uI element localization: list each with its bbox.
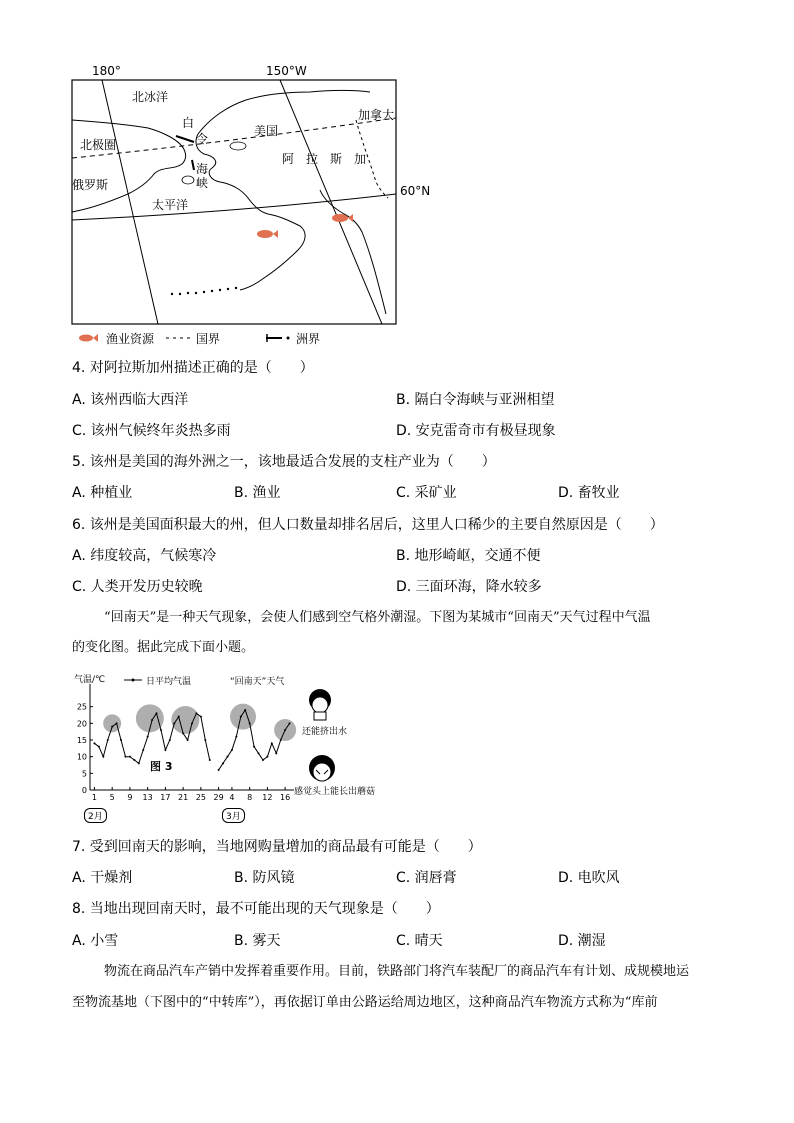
series-1-point-6 <box>244 709 246 711</box>
legend-fishery: 渔业资源 <box>106 332 155 346</box>
question-8-option-a[interactable]: A. 小雪 <box>72 933 119 949</box>
fishery-legend-icon <box>78 332 100 344</box>
label-arctic-circle: 北极圈 <box>80 138 117 152</box>
hnt-shade-2 <box>171 706 199 734</box>
series-1-point-11 <box>266 756 268 758</box>
label-usa: 美国 <box>254 124 279 138</box>
passage-logistics-line-1: 物流在商品汽车产销中发挥着重要作用。目前，铁路部门将汽车装配厂的商品汽车有计划、成规模地运 <box>104 964 690 979</box>
question-7-stem: 7. 受到回南天的影响，当地网购量增加的商品最有可能是（ ） <box>72 839 482 855</box>
series-0-point-21 <box>187 739 189 741</box>
series-0-point-6 <box>120 739 122 741</box>
series-0-point-10 <box>138 762 140 764</box>
series-0-point-9 <box>133 759 135 761</box>
label-bering-1: 白 <box>182 116 195 130</box>
x-tick-label-4: 17 <box>160 793 171 802</box>
question-8-option-b[interactable]: B. 雾天 <box>234 933 281 949</box>
border-legend-icon <box>166 332 194 344</box>
question-6-option-a[interactable]: A. 纬度较高，气候寒冷 <box>72 548 217 564</box>
x-tick-label-8: 4 <box>229 793 235 802</box>
series-0-point-26 <box>209 759 211 761</box>
x-tick-label-6: 25 <box>195 793 206 802</box>
question-7-option-b[interactable]: B. 防风镜 <box>234 870 295 886</box>
map-legend <box>78 330 378 346</box>
question-7-option-c[interactable]: C. 润唇膏 <box>396 870 457 886</box>
label-russia: 俄罗斯 <box>72 178 109 192</box>
series-0-point-23 <box>195 712 197 714</box>
question-5-option-b[interactable]: B. 渔业 <box>234 485 281 501</box>
x-tick-label-5: 21 <box>178 793 189 802</box>
label-bering-4: 峡 <box>196 176 209 190</box>
series-1-point-2 <box>226 756 228 758</box>
legend-border: 国界 <box>196 332 221 346</box>
series-0-point-12 <box>147 736 149 738</box>
series-1-point-12 <box>271 742 273 744</box>
series-0-point-20 <box>182 732 184 734</box>
passage-logistics-line-2: 至物流基地（下图中的“中转库”），再依据订单由公路运给周边地区，这种商品汽车物流方式称为“库前 <box>72 995 658 1010</box>
hnt-shade-3 <box>230 704 256 730</box>
x-tick-label-7: 29 <box>213 793 224 802</box>
series-0-point-7 <box>124 756 126 758</box>
x-tick-label-11: 16 <box>280 793 291 802</box>
x-tick-label-0: 1 <box>91 793 97 802</box>
label-alaska-2: 拉 <box>306 152 319 166</box>
series-0-point-18 <box>173 722 175 724</box>
series-1-point-13 <box>275 752 277 754</box>
map-frame <box>72 80 396 324</box>
question-8-option-c[interactable]: C. 晴天 <box>396 933 443 949</box>
label-alaska-4: 加 <box>354 152 367 166</box>
alaska-map <box>70 62 430 352</box>
y-tick-label-25: 25 <box>76 702 87 712</box>
lat-label-60n: 60°N <box>400 184 431 198</box>
series-0-point-14 <box>156 712 158 714</box>
month-label-feb: 2月 <box>84 808 107 823</box>
alaska-panhandle <box>320 190 386 314</box>
series-0-point-5 <box>116 722 118 724</box>
question-6-option-b[interactable]: B. 地形崎岖，交通不便 <box>396 548 541 564</box>
aleutian-islands <box>171 287 237 295</box>
question-4-option-a[interactable]: A. 该州西临大西洋 <box>72 392 189 408</box>
series-1-point-14 <box>280 739 282 741</box>
series-0-point-13 <box>151 719 153 721</box>
fishery-symbol-2 <box>332 214 353 222</box>
label-bering-3: 海 <box>196 162 209 176</box>
series-0-point-3 <box>107 739 109 741</box>
y-tick-label-10: 10 <box>76 752 87 762</box>
series-1-point-1 <box>222 762 224 764</box>
question-5-option-d[interactable]: D. 畜牧业 <box>558 485 620 501</box>
series-1-point-3 <box>231 749 233 751</box>
chart-ylabel: 气温/℃ <box>74 675 106 685</box>
meridian-180 <box>102 80 158 324</box>
lon-label-150w: 150°W <box>266 64 307 78</box>
series-0-point-15 <box>160 729 162 731</box>
x-tick-label-3: 13 <box>142 793 153 802</box>
series-0-point-22 <box>191 722 193 724</box>
series-1-point-7 <box>249 722 251 724</box>
continent-border-legend-icon <box>266 332 292 344</box>
series-1-point-8 <box>253 746 255 748</box>
series-0-point-25 <box>204 739 206 741</box>
series-1-point-15 <box>284 729 286 731</box>
question-6-option-c[interactable]: C. 人类开发历史较晚 <box>72 579 203 595</box>
question-4-option-c[interactable]: C. 该州气候终年炎热多雨 <box>72 423 231 439</box>
series-1-point-0 <box>218 769 220 771</box>
question-4-stem: 4. 对阿拉斯加州描述正确的是（ ） <box>72 360 314 376</box>
month-label-mar: 3月 <box>222 808 245 823</box>
chart-svg <box>72 672 392 822</box>
series-0-point-8 <box>129 756 131 758</box>
series-1-point-16 <box>289 722 291 724</box>
alaska-north-coast <box>198 91 370 135</box>
cartoon-girl-icon <box>309 689 331 720</box>
series-1-point-10 <box>262 759 264 761</box>
x-tick-label-1: 5 <box>109 793 115 802</box>
question-4-option-b[interactable]: B. 隔白令海峡与亚洲相望 <box>396 392 555 408</box>
fishery-symbol-1 <box>257 230 278 238</box>
passage-hnt-line-2: 的变化图。据此完成下面小题。 <box>72 640 255 655</box>
label-alaska-3: 斯 <box>330 152 343 166</box>
series-0-point-1 <box>98 746 100 748</box>
series-0-point-2 <box>102 756 104 758</box>
label-pacific: 太平洋 <box>152 198 189 212</box>
label-bering-2: 令 <box>196 132 209 146</box>
series-1-point-4 <box>235 736 237 738</box>
chart-speech-1: 还能挤出水 <box>302 727 348 737</box>
series-0-point-4 <box>111 726 113 728</box>
label-arctic-ocean: 北冰洋 <box>132 90 169 104</box>
question-8-stem: 8. 当地出现回南天时，最不可能出现的天气现象是（ ） <box>72 901 440 917</box>
question-8-option-d[interactable]: D. 潮湿 <box>558 933 606 949</box>
y-tick-label-20: 20 <box>76 719 87 729</box>
question-6-option-d[interactable]: D. 三面环海，降水较多 <box>396 579 542 595</box>
label-canada: 加拿大 <box>358 108 395 122</box>
y-tick-label-15: 15 <box>76 736 87 745</box>
chart-figure-label: 图 3 <box>150 760 173 773</box>
series-0-point-0 <box>93 742 95 744</box>
cartoon-sad-girl-icon <box>309 755 335 781</box>
y-tick-label-0: 0 <box>81 786 87 795</box>
question-4-option-d[interactable]: D. 安克雷奇市有极昼现象 <box>396 423 556 439</box>
question-5-stem: 5. 该州是美国的海外洲之一，该地最适合发展的支柱产业为（ ） <box>72 454 496 470</box>
series-0-point-11 <box>142 749 144 751</box>
series-1-point-5 <box>240 716 242 718</box>
series-0-point-16 <box>164 749 166 751</box>
question-5-option-a[interactable]: A. 种植业 <box>72 485 133 501</box>
legend-point <box>132 679 135 682</box>
x-tick-label-10: 12 <box>262 793 273 802</box>
legend-continent-border: 洲界 <box>296 332 321 346</box>
series-0-point-17 <box>169 739 171 741</box>
lon-label-180: 180° <box>92 64 121 78</box>
temperature-chart <box>72 672 392 822</box>
question-6-stem: 6. 该州是美国面积最大的州，但人口数量却排名居后，这里人口稀少的主要自然原因是（ ） <box>72 517 664 533</box>
question-5-option-c[interactable]: C. 采矿业 <box>396 485 457 501</box>
x-tick-label-9: 8 <box>247 793 253 802</box>
chart-legend-label: 日平均气温 <box>146 677 192 687</box>
continent-border-line <box>176 136 194 142</box>
chart-annotation: “回南天”天气 <box>230 677 285 687</box>
x-tick-label-2: 9 <box>127 793 133 802</box>
y-tick-label-5: 5 <box>81 769 87 779</box>
chart-speech-2: 感觉头上能长出蘑菇 <box>294 787 376 797</box>
question-7-option-d[interactable]: D. 电吹风 <box>558 870 620 886</box>
series-1-point-9 <box>258 752 260 754</box>
series-0-point-19 <box>178 716 180 718</box>
label-alaska-1: 阿 <box>282 152 295 166</box>
passage-hnt-line-1: “回南天”是一种天气现象，会使人们感到空气格外潮湿。下图为某城市“回南天”天气过程中气温 <box>104 610 651 625</box>
question-7-option-a[interactable]: A. 干燥剂 <box>72 870 133 886</box>
series-0-point-24 <box>200 716 202 718</box>
